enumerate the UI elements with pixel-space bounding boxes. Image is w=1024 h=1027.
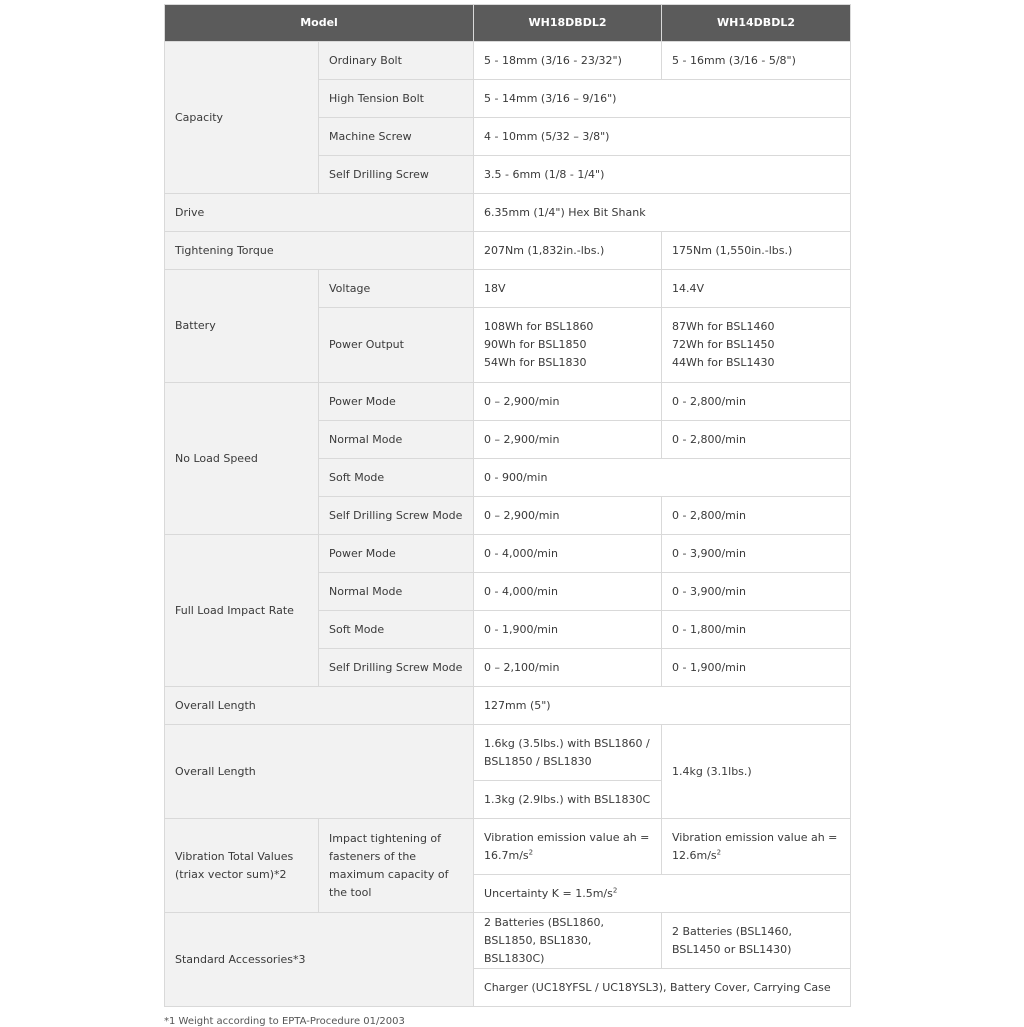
superscript: 2 bbox=[716, 847, 722, 856]
ir-soft-mode-wh14: 0 - 1,800/min bbox=[662, 611, 851, 649]
accessories-common: Charger (UC18YFSL / UC18YSL3), Battery Cover, Carrying Case bbox=[474, 969, 851, 1007]
weight-wh18-b: 1.3kg (2.9lbs.) with BSL1830C bbox=[474, 781, 662, 819]
accessories-label: Standard Accessories*3 bbox=[165, 913, 474, 1007]
capacity-label: Capacity bbox=[165, 42, 319, 194]
high-tension-bolt-label: High Tension Bolt bbox=[319, 80, 474, 118]
overall-length-value: 127mm (5") bbox=[474, 687, 851, 725]
ir-normal-mode-label: Normal Mode bbox=[319, 573, 474, 611]
overall-length-label: Overall Length bbox=[165, 687, 474, 725]
machine-screw-label: Machine Screw bbox=[319, 118, 474, 156]
power-output-wh14-line: 72Wh for BSL1450 bbox=[672, 338, 775, 351]
high-tension-bolt-value: 5 - 14mm (3/16 – 9/16") bbox=[474, 80, 851, 118]
ordinary-bolt-wh14: 5 - 16mm (3/16 - 5/8") bbox=[662, 42, 851, 80]
vibration-label-line2: (triax vector sum)*2 bbox=[175, 867, 287, 881]
header-model-wh14dbdl2: WH14DBDL2 bbox=[662, 5, 851, 42]
ir-power-mode-label: Power Mode bbox=[319, 535, 474, 573]
self-drilling-screw-value: 3.5 - 6mm (1/8 - 1/4") bbox=[474, 156, 851, 194]
nls-self-drilling-wh14: 0 - 2,800/min bbox=[662, 497, 851, 535]
power-output-wh18 bbox=[474, 308, 662, 383]
voltage-wh18: 18V bbox=[474, 270, 662, 308]
table-row bbox=[165, 819, 851, 875]
torque-wh14: 175Nm (1,550in.-lbs.) bbox=[662, 232, 851, 270]
header-model: Model bbox=[165, 5, 474, 42]
table-row bbox=[165, 725, 851, 781]
table-row bbox=[165, 194, 851, 232]
nls-power-mode-wh14: 0 - 2,800/min bbox=[662, 383, 851, 421]
vibration-sub-label: Impact tightening of fasteners of the maximum capacity of the tool bbox=[319, 819, 474, 913]
vibration-label-line1: Vibration Total Values bbox=[175, 849, 294, 863]
power-output-wh18-line: 90Wh for BSL1850 bbox=[484, 338, 587, 351]
nls-normal-mode-wh14: 0 - 2,800/min bbox=[662, 421, 851, 459]
table-row bbox=[165, 913, 851, 969]
table-row bbox=[165, 270, 851, 308]
uncertainty-text: Uncertainty K = 1.5m/s bbox=[484, 886, 613, 900]
ir-normal-mode-wh18: 0 - 4,000/min bbox=[474, 573, 662, 611]
table-row bbox=[165, 383, 851, 421]
torque-wh18: 207Nm (1,832in.-lbs.) bbox=[474, 232, 662, 270]
power-output-wh14 bbox=[662, 308, 851, 383]
voltage-label: Voltage bbox=[319, 270, 474, 308]
table-row bbox=[165, 535, 851, 573]
weight-wh14: 1.4kg (3.1lbs.) bbox=[662, 725, 851, 819]
table-header-row bbox=[165, 5, 851, 42]
battery-label: Battery bbox=[165, 270, 319, 383]
ir-power-mode-wh14: 0 - 3,900/min bbox=[662, 535, 851, 573]
power-output-wh14-line: 87Wh for BSL1460 bbox=[672, 320, 775, 333]
superscript: 2 bbox=[528, 847, 534, 856]
vibration-label bbox=[165, 819, 319, 913]
nls-self-drilling-label: Self Drilling Screw Mode bbox=[319, 497, 474, 535]
weight-wh18-a: 1.6kg (3.5lbs.) with BSL1860 / BSL1850 / BSL1830 bbox=[474, 725, 662, 781]
nls-soft-mode-value: 0 - 900/min bbox=[474, 459, 851, 497]
table-row bbox=[165, 687, 851, 725]
accessories-wh14: 2 Batteries (BSL1460, BSL1450 or BSL1430) bbox=[662, 913, 851, 969]
drive-value: 6.35mm (1/4") Hex Bit Shank bbox=[474, 194, 851, 232]
vibration-wh14-text: Vibration emission value ah = 12.6m/s bbox=[672, 830, 838, 862]
table-row bbox=[165, 42, 851, 80]
ir-normal-mode-wh14: 0 - 3,900/min bbox=[662, 573, 851, 611]
machine-screw-value: 4 - 10mm (5/32 – 3/8") bbox=[474, 118, 851, 156]
power-output-wh14-line: 44Wh for BSL1430 bbox=[672, 356, 775, 369]
ordinary-bolt-label: Ordinary Bolt bbox=[319, 42, 474, 80]
impact-rate-label: Full Load Impact Rate bbox=[165, 535, 319, 687]
nls-power-mode-wh18: 0 – 2,900/min bbox=[474, 383, 662, 421]
ir-soft-mode-wh18: 0 - 1,900/min bbox=[474, 611, 662, 649]
ir-soft-mode-label: Soft Mode bbox=[319, 611, 474, 649]
power-output-label: Power Output bbox=[319, 308, 474, 383]
ir-self-drilling-label: Self Drilling Screw Mode bbox=[319, 649, 474, 687]
ordinary-bolt-wh18: 5 - 18mm (3/16 - 23/32") bbox=[474, 42, 662, 80]
voltage-wh14: 14.4V bbox=[662, 270, 851, 308]
nls-normal-mode-wh18: 0 – 2,900/min bbox=[474, 421, 662, 459]
power-output-wh18-line: 54Wh for BSL1830 bbox=[484, 356, 587, 369]
nls-power-mode-label: Power Mode bbox=[319, 383, 474, 421]
nls-normal-mode-label: Normal Mode bbox=[319, 421, 474, 459]
nls-soft-mode-label: Soft Mode bbox=[319, 459, 474, 497]
power-output-wh18-line: 108Wh for BSL1860 bbox=[484, 320, 594, 333]
accessories-wh18: 2 Batteries (BSL1860, BSL1850, BSL1830, BSL1830C) bbox=[474, 913, 662, 969]
superscript: 2 bbox=[612, 885, 618, 894]
footnote: *1 Weight according to EPTA-Procedure 01/2003 bbox=[164, 1016, 405, 1027]
table-row bbox=[165, 232, 851, 270]
ir-self-drilling-wh18: 0 – 2,100/min bbox=[474, 649, 662, 687]
vibration-uncertainty bbox=[474, 875, 851, 913]
ir-power-mode-wh18: 0 - 4,000/min bbox=[474, 535, 662, 573]
ir-self-drilling-wh14: 0 - 1,900/min bbox=[662, 649, 851, 687]
weight-label: Overall Length bbox=[165, 725, 474, 819]
drive-label: Drive bbox=[165, 194, 474, 232]
header-model-wh18dbdl2: WH18DBDL2 bbox=[474, 5, 662, 42]
vibration-wh18 bbox=[474, 819, 662, 875]
no-load-speed-label: No Load Speed bbox=[165, 383, 319, 535]
vibration-wh18-text: Vibration emission value ah = 16.7m/s bbox=[484, 830, 650, 862]
vibration-wh14 bbox=[662, 819, 851, 875]
nls-self-drilling-wh18: 0 – 2,900/min bbox=[474, 497, 662, 535]
spec-table bbox=[164, 4, 851, 1007]
self-drilling-screw-label: Self Drilling Screw bbox=[319, 156, 474, 194]
torque-label: Tightening Torque bbox=[165, 232, 474, 270]
